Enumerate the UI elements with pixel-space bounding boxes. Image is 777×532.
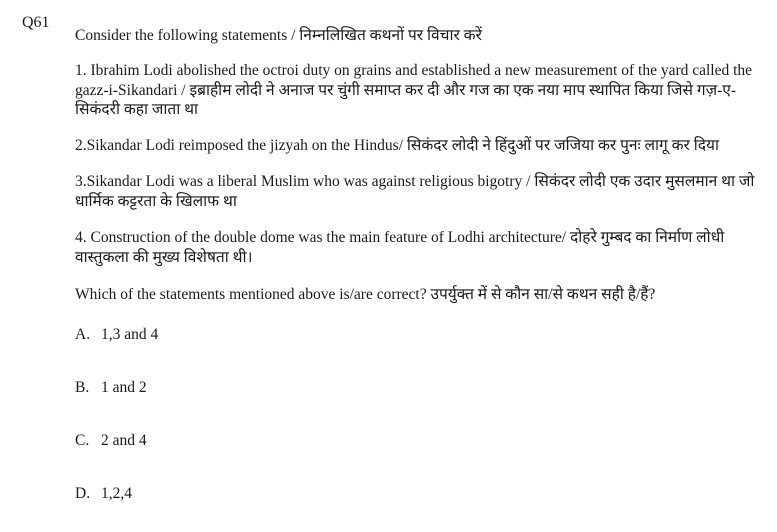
option-c-text: 2 and 4 (101, 431, 147, 449)
question-intro: Consider the following statements / निम्नलिखित कथनों पर विचार करें (75, 27, 482, 44)
statement-4: 4. Construction of the double dome was the main feature of Lodhi architecture/ दोहरे गुम्बद का निर्माण लोधी वास्तुकला की मुख्य विशेषता थी। (75, 228, 725, 266)
option-d[interactable] (75, 484, 767, 504)
option-b[interactable] (75, 378, 767, 398)
question-number: Q61 (22, 14, 50, 31)
option-b-letter: B. (75, 379, 90, 397)
statement-3: 3.Sikandar Lodi was a liberal Muslim who was against religious bigotry / सिकंदर लोदी एक उदार मुसलमान था जो धार्मिक कट्टरता के खिलाफ था (75, 173, 755, 210)
option-a[interactable] (75, 325, 767, 345)
option-b-text: 1 and 2 (101, 379, 147, 397)
question-prompt: Which of the statements mentioned above is/are correct? उपर्युक्त में से कौन सा/से कथन सही है/हैं? (75, 286, 656, 304)
statement-2: 2.Sikandar Lodi reimposed the jizyah on the Hindus/ सिकंदर लोदी ने हिंदुओं पर जजिया कर पुनः लागू कर दिया (75, 137, 719, 155)
option-d-text: 1,2,4 (101, 484, 132, 502)
option-c[interactable] (75, 431, 767, 451)
statement-1: 1. Ibrahim Lodi abolished the octroi duty on grains and established a new measurement of the yard called the gazz-i-Sikandari / इब्राहीम लोदी ने अनाज पर चुंगी समाप्त कर दी और गज का एक नया माप स्थापित किया जिसे गज़-ए-सिकंदरी कहा जाता था (75, 61, 753, 119)
option-a-letter: A. (75, 326, 91, 344)
options-list (75, 325, 767, 503)
question-content (75, 14, 767, 504)
option-c-letter: C. (75, 431, 90, 449)
option-a-text: 1,3 and 4 (101, 326, 159, 344)
option-d-letter: D. (75, 484, 91, 502)
